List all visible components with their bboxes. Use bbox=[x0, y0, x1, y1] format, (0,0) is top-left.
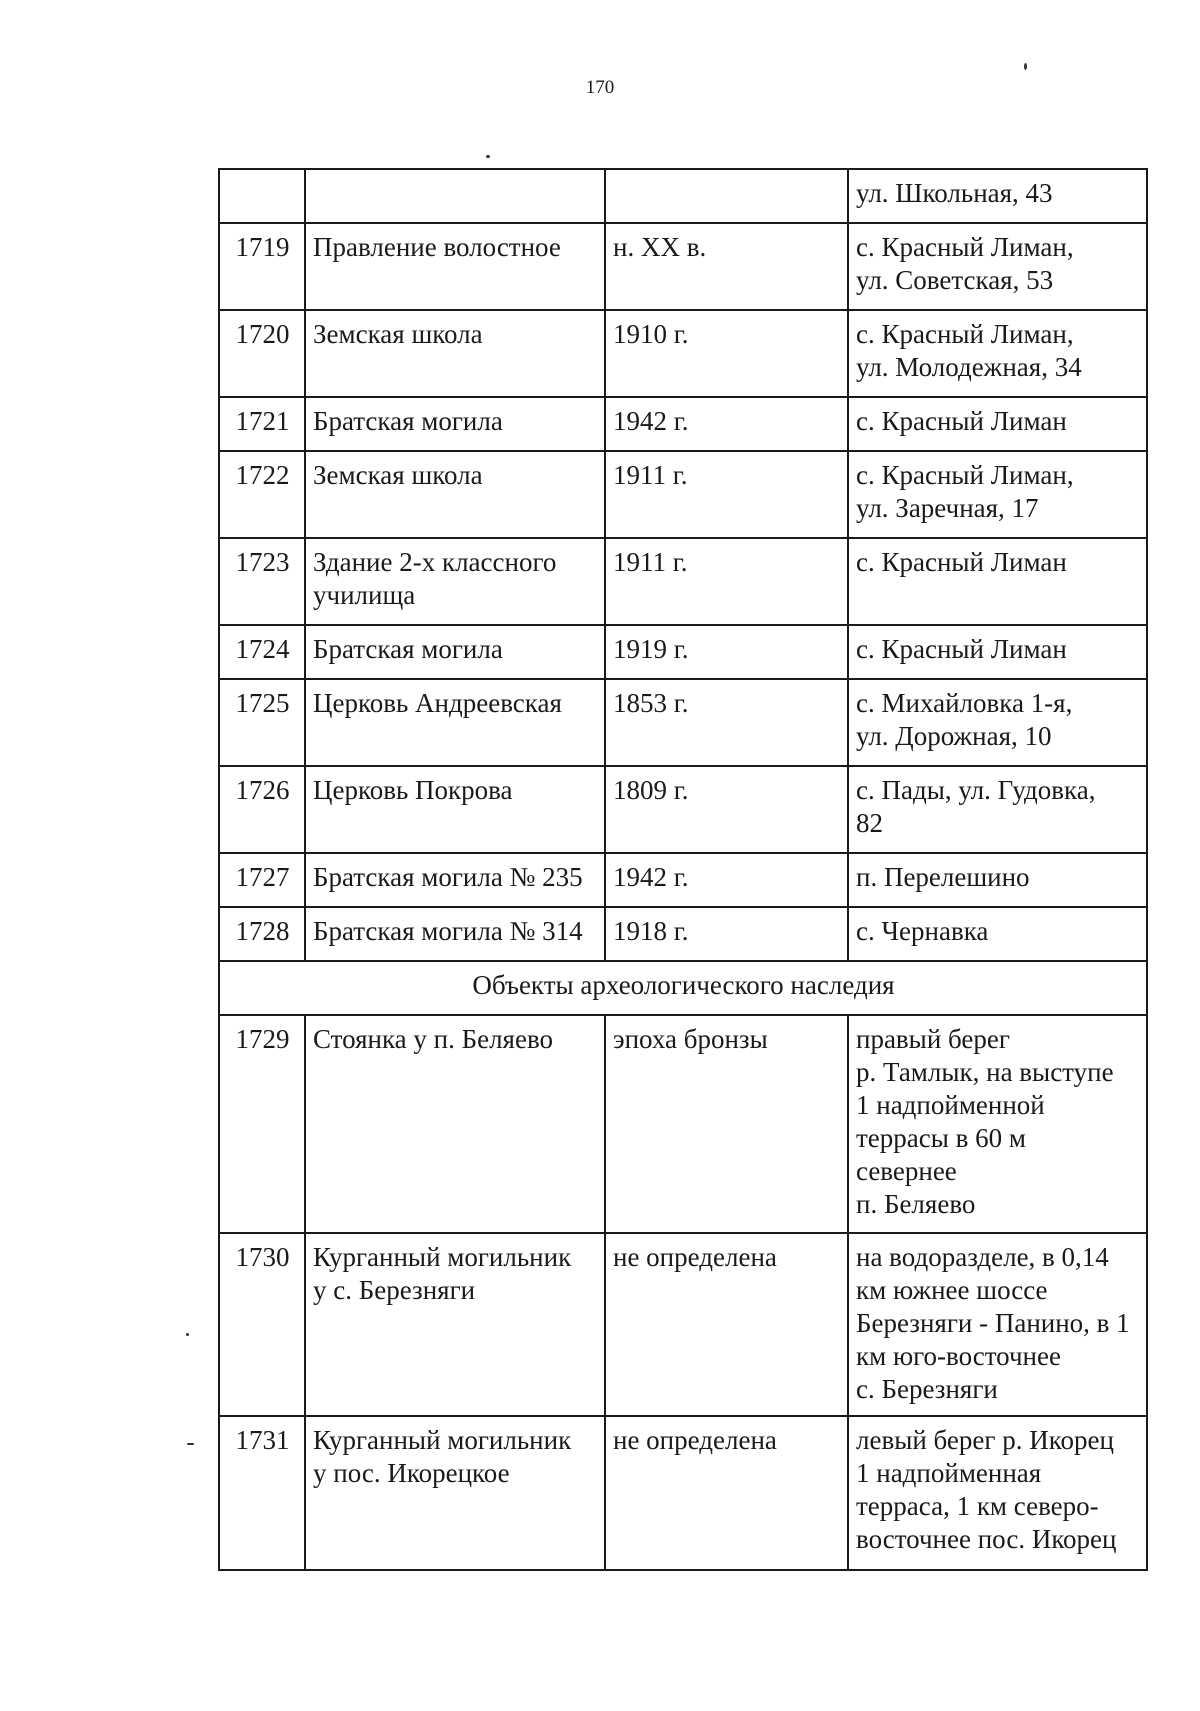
object-name-cell bbox=[305, 1015, 605, 1233]
object-name-line: у с. Березняги bbox=[313, 1275, 476, 1305]
object-date-cell: н. XX в. bbox=[605, 223, 848, 310]
scan-speck bbox=[1024, 63, 1027, 70]
object-address-line: Березняги - Панино, в 1 bbox=[856, 1308, 1130, 1338]
object-address-line: 1 надпойменной bbox=[856, 1090, 1045, 1120]
object-address-line: с. Красный Лиман bbox=[856, 634, 1067, 664]
object-address-cell bbox=[848, 538, 1147, 625]
row-number-cell: 1724 bbox=[219, 625, 305, 679]
object-address-line: с. Красный Лиман, bbox=[856, 319, 1074, 349]
object-address-line: севернее bbox=[856, 1156, 957, 1186]
section-heading: Объекты археологического наследия bbox=[219, 961, 1147, 1015]
object-address-line: правый берег bbox=[856, 1024, 1010, 1054]
object-address-line: р. Тамлык, на выступе bbox=[856, 1057, 1114, 1087]
table-row bbox=[219, 397, 1147, 451]
object-name-cell bbox=[305, 397, 605, 451]
object-address-line: км юго-восточнее bbox=[856, 1341, 1061, 1371]
object-name-line: Земская школа bbox=[313, 319, 483, 349]
row-number-cell bbox=[219, 169, 305, 223]
object-date-cell: 1809 г. bbox=[605, 766, 848, 853]
object-address-line: терраса, 1 км северо- bbox=[856, 1491, 1099, 1521]
object-date-cell: 1911 г. bbox=[605, 451, 848, 538]
object-address-line: с. Чернавка bbox=[856, 916, 989, 946]
table-row bbox=[219, 853, 1147, 907]
object-address-cell bbox=[848, 1416, 1147, 1570]
object-date-cell: 1919 г. bbox=[605, 625, 848, 679]
object-address-line: с. Красный Лиман bbox=[856, 406, 1067, 436]
row-number-cell: 1726 bbox=[219, 766, 305, 853]
section-heading-row bbox=[219, 961, 1147, 1015]
row-number-cell: 1722 bbox=[219, 451, 305, 538]
object-address-line: с. Михайловка 1-я, bbox=[856, 688, 1073, 718]
table-row bbox=[219, 679, 1147, 766]
object-address-line: п. Перелешино bbox=[856, 862, 1030, 892]
object-name-cell bbox=[305, 625, 605, 679]
heritage-objects-table bbox=[218, 168, 1148, 1571]
table-row bbox=[219, 310, 1147, 397]
object-date-cell: 1918 г. bbox=[605, 907, 848, 961]
object-address-cell bbox=[848, 223, 1147, 310]
object-date-cell: 1853 г. bbox=[605, 679, 848, 766]
table-row bbox=[219, 169, 1147, 223]
row-number-cell: 1719 bbox=[219, 223, 305, 310]
object-name-line: Братская могила bbox=[313, 406, 503, 436]
object-name-line: Земская школа bbox=[313, 460, 483, 490]
object-name-line: Церковь Покрова bbox=[313, 775, 513, 805]
object-name-cell bbox=[305, 310, 605, 397]
table-row bbox=[219, 625, 1147, 679]
object-date-cell: 1942 г. bbox=[605, 397, 848, 451]
scan-speck bbox=[187, 1443, 194, 1445]
row-number-cell: 1721 bbox=[219, 397, 305, 451]
object-address-line: ул. Молодежная, 34 bbox=[856, 352, 1082, 382]
object-address-line: с. Красный Лиман, bbox=[856, 460, 1074, 490]
row-number-cell: 1720 bbox=[219, 310, 305, 397]
page-number: 170 bbox=[585, 77, 615, 98]
object-address-cell bbox=[848, 397, 1147, 451]
object-name-cell bbox=[305, 223, 605, 310]
table-row bbox=[219, 907, 1147, 961]
object-name-cell bbox=[305, 169, 605, 223]
object-name-line: Братская могила № 314 bbox=[313, 916, 583, 946]
object-name-line: Правление волостное bbox=[313, 232, 561, 262]
object-address-line: 82 bbox=[856, 808, 883, 838]
object-date-cell bbox=[605, 169, 848, 223]
row-number-cell: 1728 bbox=[219, 907, 305, 961]
object-name-cell bbox=[305, 853, 605, 907]
row-number-cell: 1731 bbox=[219, 1416, 305, 1570]
table-row bbox=[219, 1416, 1147, 1570]
table-row bbox=[219, 223, 1147, 310]
object-name-line: у пос. Икорецкое bbox=[313, 1458, 510, 1488]
object-address-line: с. Березняги bbox=[856, 1374, 998, 1404]
object-name-cell bbox=[305, 907, 605, 961]
scan-speck bbox=[486, 155, 490, 158]
object-address-line: ул. Дорожная, 10 bbox=[856, 721, 1052, 751]
object-address-cell bbox=[848, 853, 1147, 907]
object-address-line: км южнее шоссе bbox=[856, 1275, 1048, 1305]
object-name-line: Церковь Андреевская bbox=[313, 688, 562, 718]
object-name-cell bbox=[305, 538, 605, 625]
object-address-line: левый берег р. Икорец bbox=[856, 1425, 1114, 1455]
object-name-cell bbox=[305, 451, 605, 538]
object-address-cell bbox=[848, 679, 1147, 766]
address-line: ул. Школьная, 43 bbox=[856, 178, 1053, 208]
object-address-line: с. Красный Лиман bbox=[856, 547, 1067, 577]
object-name-line: Братская могила № 235 bbox=[313, 862, 583, 892]
object-address-line: ул. Заречная, 17 bbox=[856, 493, 1039, 523]
row-number-cell: 1723 bbox=[219, 538, 305, 625]
object-date-cell: 1942 г. bbox=[605, 853, 848, 907]
object-address-cell bbox=[848, 1233, 1147, 1416]
object-address-cell bbox=[848, 1015, 1147, 1233]
object-address-cell bbox=[848, 451, 1147, 538]
object-address-cell bbox=[848, 766, 1147, 853]
row-number-cell: 1729 bbox=[219, 1015, 305, 1233]
object-name-line: Курганный могильник bbox=[313, 1242, 572, 1272]
table-row bbox=[219, 538, 1147, 625]
table-row bbox=[219, 766, 1147, 853]
object-address-line: ул. Советская, 53 bbox=[856, 265, 1054, 295]
object-address-line: п. Беляево bbox=[856, 1189, 976, 1219]
object-address-line: восточнее пос. Икорец bbox=[856, 1524, 1117, 1554]
object-name-cell bbox=[305, 1416, 605, 1570]
object-address-line: с. Красный Лиман, bbox=[856, 232, 1074, 262]
object-address-line: 1 надпойменная bbox=[856, 1458, 1042, 1488]
scan-speck bbox=[186, 1333, 189, 1336]
table-row bbox=[219, 451, 1147, 538]
object-name-cell bbox=[305, 766, 605, 853]
table-row bbox=[219, 1015, 1147, 1233]
object-address-line: террасы в 60 м bbox=[856, 1123, 1026, 1153]
object-address-cell bbox=[848, 310, 1147, 397]
object-date-cell: 1910 г. bbox=[605, 310, 848, 397]
object-address-cell bbox=[848, 169, 1147, 223]
object-date-cell: не определена bbox=[605, 1416, 848, 1570]
object-address-line: с. Пады, ул. Гудовка, bbox=[856, 775, 1096, 805]
object-name-cell bbox=[305, 1233, 605, 1416]
row-number-cell: 1725 bbox=[219, 679, 305, 766]
object-address-cell bbox=[848, 625, 1147, 679]
object-address-cell bbox=[848, 907, 1147, 961]
table-row bbox=[219, 1233, 1147, 1416]
row-number-cell: 1727 bbox=[219, 853, 305, 907]
object-name-line: училища bbox=[313, 580, 416, 610]
object-date-cell: не определена bbox=[605, 1233, 848, 1416]
object-name-cell bbox=[305, 679, 605, 766]
object-name-line: Стоянка у п. Беляево bbox=[313, 1024, 554, 1054]
object-date-cell: 1911 г. bbox=[605, 538, 848, 625]
object-name-line: Курганный могильник bbox=[313, 1425, 572, 1455]
object-address-line: на водоразделе, в 0,14 bbox=[856, 1242, 1109, 1272]
object-name-line: Братская могила bbox=[313, 634, 503, 664]
object-name-line: Здание 2-х классного bbox=[313, 547, 557, 577]
object-date-cell: эпоха бронзы bbox=[605, 1015, 848, 1233]
row-number-cell: 1730 bbox=[219, 1233, 305, 1416]
